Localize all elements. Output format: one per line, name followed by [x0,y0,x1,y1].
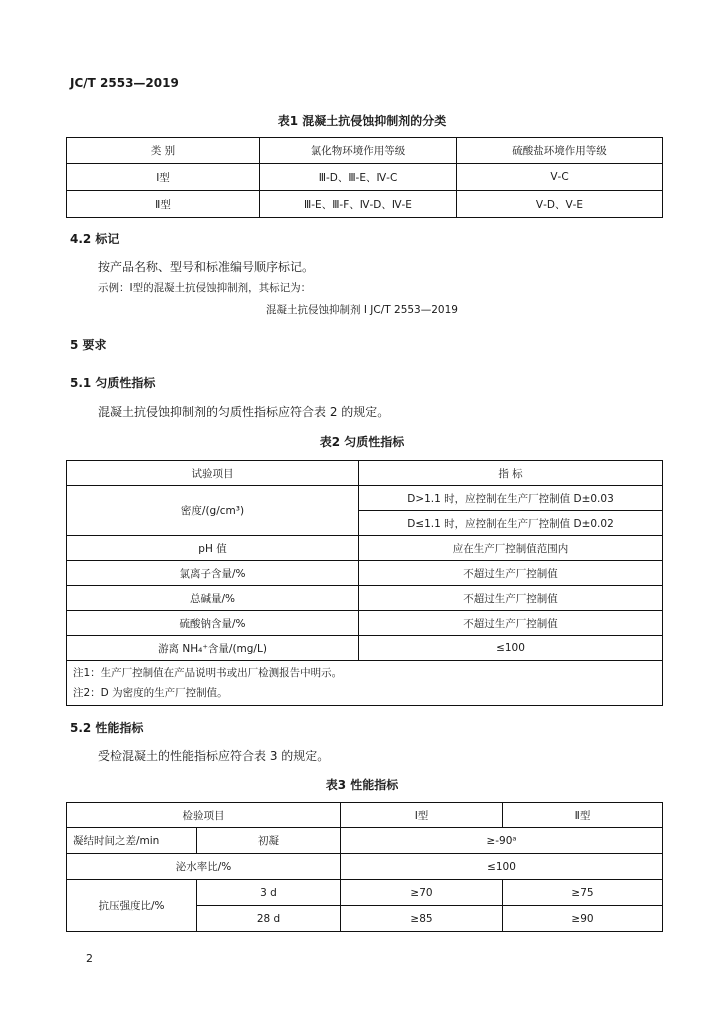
table3-setting-sub: 初凝 [197,828,341,854]
table2-cell: 不超过生产厂控制值 [359,561,663,586]
section-5-2-text: 受检混凝土的性能指标应符合表 3 的规定。 [98,749,330,763]
table1-header-chloride: 氯化物环境作用等级 [260,138,457,164]
page-number: 2 [86,952,93,965]
table2-caption: 表2 匀质性指标 [319,435,405,449]
table3-strength-label: 抗压强度比/% [67,880,197,932]
table2-cell: 硫酸钠含量/% [67,611,359,636]
section-5-1-text: 混凝土抗侵蚀抑制剂的匀质性指标应符合表 2 的规定。 [98,405,390,419]
table1-header-sulfate: 硫酸盐环境作用等级 [457,138,663,164]
table3-cell: ≥90 [503,906,663,932]
table3-caption: 表3 性能指标 [325,778,399,792]
table3-bleeding-label: 泌水率比/% [67,854,341,880]
table3-cell: 28 d [197,906,341,932]
table2-cell: 氯离子含量/% [67,561,359,586]
table3-cell: ≥75 [503,880,663,906]
marking: 混凝土抗侵蚀抑制剂 Ⅰ JC/T 2553—2019 [266,304,458,316]
table1 [66,137,663,218]
table2-cell: D>1.1 时，应控制在生产厂控制值 D±0.03 [359,486,663,511]
table2-note-1: 注1：生产厂控制值在产品说明书或出厂检测报告中明示。 [73,667,343,679]
section-4-2-text: 按产品名称、型号和标准编号顺序标记。 [98,260,315,274]
table2-cell: D≤1.1 时，应控制在生产厂控制值 D±0.02 [359,511,663,536]
table2-notes [67,661,663,706]
table2-cell: pH 值 [67,536,359,561]
standard-code: JC/T 2553—2019 [70,76,179,90]
section-5-title: 5 要求 [70,338,107,352]
table3-bleeding-value: ≤100 [341,854,663,880]
table1-caption: 表1 混凝土抗侵蚀抑制剂的分类 [277,114,447,128]
table1-cell: Ⅴ-D、Ⅴ-E [457,191,663,218]
table2-header-value: 指 标 [359,461,663,486]
table2-cell: 不超过生产厂控制值 [359,611,663,636]
table1-cell: Ⅴ-C [457,164,663,191]
table3 [66,802,663,932]
table2-cell: 总碱量/% [67,586,359,611]
section-5-1-title: 5.1 匀质性指标 [70,376,156,390]
table1-cell: Ⅰ型 [67,164,260,191]
table3-header-type1: Ⅰ型 [341,803,503,828]
table3-header-type2: Ⅱ型 [503,803,663,828]
table1-cell: Ⅱ型 [67,191,260,218]
table3-cell: ≥70 [341,880,503,906]
table3-header-item: 检验项目 [67,803,341,828]
table2-cell: ≤100 [359,636,663,661]
table2-cell: 游离 NH₄⁺含量/(mg/L) [67,636,359,661]
table1-cell: Ⅲ-D、Ⅲ-E、Ⅳ-C [260,164,457,191]
table3-cell: 3 d [197,880,341,906]
table3-cell: ≥85 [341,906,503,932]
table2-cell: 应在生产厂控制值范围内 [359,536,663,561]
table3-setting-value: ≥-90ᵃ [341,828,663,854]
table2 [66,460,663,706]
table2-density-label: 密度/(g/cm³) [67,486,359,536]
table3-setting-label: 凝结时间之差/min [67,828,197,854]
table1-cell: Ⅲ-E、Ⅲ-F、Ⅳ-D、Ⅳ-E [260,191,457,218]
table1-header-type: 类 别 [67,138,260,164]
section-5-2-title: 5.2 性能指标 [70,721,144,735]
table2-cell: 不超过生产厂控制值 [359,586,663,611]
marking-example: 示例：Ⅰ型的混凝土抗侵蚀抑制剂，其标记为： [98,282,312,294]
table2-note-2: 注2：D 为密度的生产厂控制值。 [73,687,228,699]
section-4-2-title: 4.2 标记 [70,232,120,246]
table2-header-item: 试验项目 [67,461,359,486]
